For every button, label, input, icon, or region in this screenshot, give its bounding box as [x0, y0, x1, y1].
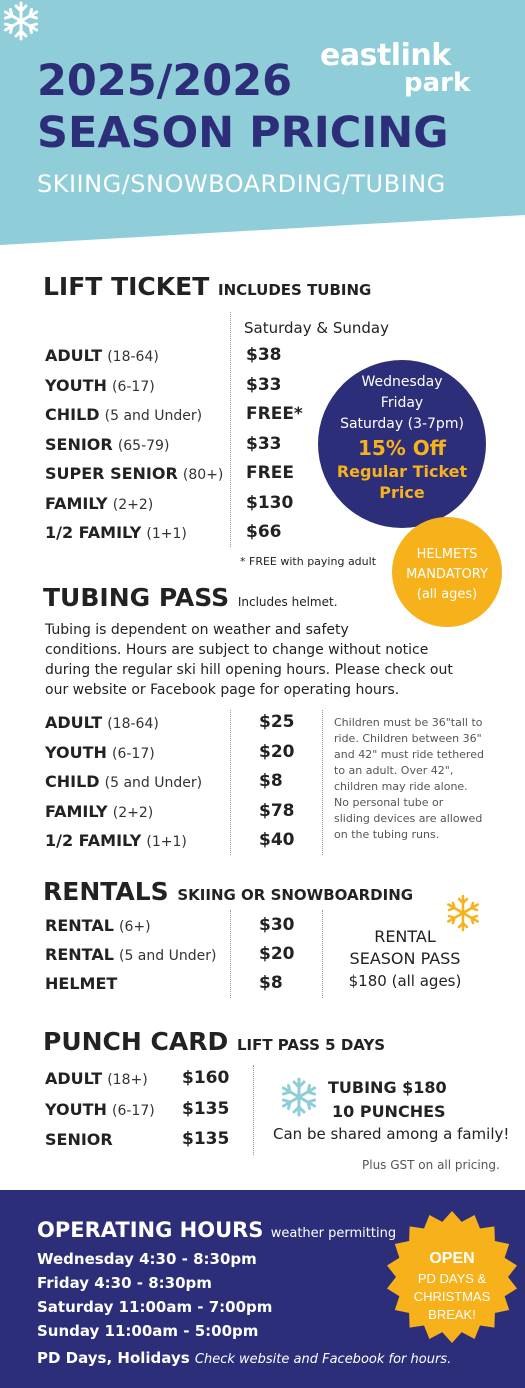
tubing-note-line: sliding devices are allowed: [334, 812, 483, 825]
tubing-paragraph-line: conditions. Hours are subject to change without notice: [45, 642, 429, 658]
lift-ticket-title: [43, 272, 371, 301]
rental-season-pass-price: $180: [348, 972, 387, 990]
tubing-row-name: FAMILY: [45, 801, 108, 821]
operating-hours-panel: [0, 1190, 525, 1388]
burst-line2: PD DAYS &: [417, 1271, 487, 1286]
rental-row-range: (6+): [118, 919, 151, 935]
rental-row-name: RENTAL: [45, 916, 114, 935]
punch-card-row-price: $160: [182, 1068, 230, 1088]
rental-row-price: $20: [259, 944, 295, 964]
tubing-punch-count: 10 PUNCHES: [332, 1102, 446, 1121]
lift-ticket-row-label: [45, 346, 159, 365]
rental-row-price: $30: [259, 915, 295, 935]
rental-season-pass-line2: SEASON PASS: [349, 949, 461, 968]
discount-offer-line3: Price: [379, 483, 425, 502]
rentals-title-suffix: SKIING OR SNOWBOARDING: [177, 886, 414, 904]
burst-line1: OPEN: [429, 1250, 475, 1267]
lift-ticket-row-label: [45, 494, 153, 513]
discount-day-2: Friday: [380, 395, 424, 411]
lift-ticket-title-suffix: INCLUDES TUBING: [218, 281, 372, 299]
lift-ticket-row-label: [45, 435, 169, 454]
pd-days-line: [37, 1349, 451, 1367]
page-title: SEASON PRICING: [37, 108, 449, 158]
tubing-note-line: No personal tube or: [334, 796, 444, 809]
lift-ticket-row-price: $38: [246, 345, 282, 365]
hours-line: Saturday 11:00am - 7:00pm: [37, 1298, 273, 1316]
burst-line3: CHRISTMAS: [413, 1289, 491, 1304]
tubing-height-note: [334, 715, 509, 843]
operating-hours-title-suffix: weather permitting: [270, 1226, 397, 1241]
snowflake-icon: [278, 1076, 320, 1118]
header: [0, 0, 525, 245]
lift-ticket-row-range: (18-64): [107, 349, 159, 365]
rental-row-label: [45, 916, 151, 935]
punch-card-title: [43, 1027, 385, 1056]
hours-line: Friday 4:30 - 8:30pm: [37, 1274, 212, 1292]
lift-ticket-title-text: LIFT TICKET: [43, 272, 210, 301]
lift-ticket-row-name: SENIOR: [45, 434, 113, 454]
divider: [253, 1065, 254, 1155]
lift-ticket-row-price: FREE*: [246, 404, 303, 424]
tubing-pass-title-text: TUBING PASS: [43, 583, 230, 612]
logo-subtext: park: [404, 68, 471, 98]
lift-ticket-row-label: [45, 405, 202, 424]
tubing-row-price: $78: [259, 800, 295, 821]
punch-card-row-name: YOUTH: [45, 1099, 107, 1119]
lift-ticket-row-range: (80+): [182, 467, 224, 483]
tubing-row-name: ADULT: [45, 713, 103, 732]
discount-day-1: Wednesday: [361, 374, 443, 390]
rental-season-pass-line1: RENTAL: [374, 927, 436, 946]
lift-ticket-row-name: SUPER SENIOR: [45, 464, 178, 483]
discount-offer: 15% Off: [357, 436, 447, 460]
tubing-row-label: [45, 831, 187, 850]
punch-card-row-range: (18+): [107, 1072, 148, 1088]
rental-row-label: [45, 974, 117, 993]
divider: [230, 312, 231, 547]
tubing-punch-note: Can be shared among a family!: [273, 1125, 510, 1143]
divider: [230, 910, 231, 998]
tubing-note-line: and 42" must ride tethered: [334, 748, 484, 761]
punch-card-title-suffix: LIFT PASS 5 DAYS: [236, 1036, 386, 1054]
tubing-note-line: on the tubing runs.: [334, 828, 440, 841]
lift-ticket-row-price: $66: [246, 522, 282, 542]
tubing-row-price: $40: [259, 830, 295, 850]
tubing-row-range: (2+2): [112, 804, 154, 821]
gst-note: Plus GST on all pricing.: [362, 1158, 500, 1172]
page-year: 2025/2026: [37, 56, 293, 106]
tubing-punch-price: TUBING $180: [328, 1078, 447, 1097]
operating-hours-title: [37, 1218, 396, 1242]
tubing-row-range: (1+1): [146, 834, 187, 850]
tubing-row-name: 1/2 FAMILY: [45, 831, 142, 850]
lift-ticket-row-range: (2+2): [112, 496, 154, 513]
tubing-row-price: $25: [259, 712, 295, 732]
hours-line: Sunday 11:00am - 5:00pm: [37, 1322, 259, 1340]
lift-ticket-row-name: ADULT: [45, 346, 103, 365]
lift-ticket-row-price: FREE: [246, 463, 294, 483]
lift-ticket-row-range: (5 and Under): [104, 408, 203, 424]
tubing-row-label: [45, 772, 202, 791]
divider: [230, 710, 231, 855]
divider: [322, 910, 323, 998]
operating-hours-title-text: OPERATING HOURS: [37, 1218, 264, 1242]
tubing-paragraph-line: Tubing is dependent on weather and safety: [45, 622, 349, 638]
tubing-row-range: (5 and Under): [104, 775, 203, 791]
rental-row-range: (5 and Under): [118, 948, 217, 964]
rental-row-name: HELMET: [45, 974, 118, 993]
punch-card-row-price: $135: [182, 1098, 230, 1119]
hours-line: Wednesday 4:30 - 8:30pm: [37, 1250, 257, 1268]
punch-card-title-text: PUNCH CARD: [43, 1027, 229, 1056]
punch-card-row-label: [45, 1130, 113, 1149]
punch-card-row-label: [45, 1100, 155, 1119]
rental-season-pass-price-line: [340, 970, 470, 992]
helmet-line2: MANDATORY: [406, 567, 488, 582]
tubing-row-range: (18-64): [107, 716, 159, 732]
lift-ticket-footnote: * FREE with paying adult: [240, 555, 377, 568]
punch-card-row-price: $135: [182, 1129, 230, 1149]
tubing-paragraph-line: our website or Facebook page for operating hours.: [45, 682, 400, 698]
snowflake-icon: [0, 0, 42, 42]
tubing-row-label: [45, 802, 153, 821]
lift-ticket-row-price: $33: [246, 374, 282, 395]
lift-ticket-row-label: [45, 376, 155, 395]
rental-season-pass: [340, 926, 470, 992]
punch-card-row-name: ADULT: [45, 1069, 103, 1088]
starburst-badge: [383, 1208, 521, 1346]
discount-day-3: Saturday (3-7pm): [340, 416, 464, 432]
rentals-title-text: RENTALS: [43, 877, 169, 906]
logo-text: eastlink: [320, 38, 451, 73]
lift-ticket-column-header: Saturday & Sunday: [244, 319, 389, 337]
tubing-note-line: to an adult. Over 42",: [334, 764, 454, 777]
lift-ticket-row-range: (6-17): [112, 378, 155, 395]
lift-ticket-row-range: (65-79): [117, 437, 170, 454]
punch-card-row-range: (6-17): [112, 1102, 155, 1119]
rental-row-name: RENTAL: [45, 945, 114, 964]
discount-badge: [318, 360, 486, 528]
burst-line4: BREAK!: [428, 1307, 476, 1322]
rental-season-pass-note: (all ages): [391, 972, 462, 990]
tubing-note-line: Children must be 36"tall to: [334, 716, 483, 729]
punch-card-row-name: SENIOR: [45, 1130, 113, 1149]
pd-days-note: Check website and Facebook for hours.: [194, 1352, 452, 1367]
tubing-row-name: CHILD: [45, 772, 100, 791]
helmet-line1: HELMETS: [416, 547, 478, 562]
lift-ticket-row-name: YOUTH: [45, 375, 107, 395]
lift-ticket-row-name: CHILD: [45, 405, 100, 424]
lift-ticket-row-name: 1/2 FAMILY: [45, 523, 142, 542]
rentals-title: [43, 877, 413, 906]
divider: [322, 710, 323, 855]
lift-ticket-row-range: (1+1): [146, 526, 187, 542]
tubing-note-line: children may ride alone.: [334, 780, 468, 793]
tubing-row-label: [45, 743, 155, 762]
lift-ticket-row-label: [45, 464, 223, 483]
lift-ticket-row-price: $130: [246, 492, 294, 513]
lift-ticket-row-name: FAMILY: [45, 493, 108, 513]
tubing-row-label: [45, 713, 159, 732]
tubing-pass-title: [43, 583, 338, 612]
discount-offer-line2: Regular Ticket: [336, 462, 468, 481]
tubing-paragraph-line: during the regular ski hill opening hours. Please check out: [45, 662, 453, 678]
pd-days-label: PD Days, Holidays: [37, 1349, 190, 1367]
tubing-row-price: $8: [259, 771, 283, 791]
tubing-note-line: ride. Children between 36": [334, 732, 482, 745]
tubing-pass-title-suffix: Includes helmet.: [237, 595, 338, 609]
tubing-row-name: YOUTH: [45, 742, 107, 762]
page-subtitle: SKIING/SNOWBOARDING/TUBING: [37, 170, 446, 198]
helmet-line3: (all ages): [416, 587, 478, 602]
rental-row-label: [45, 945, 216, 964]
rental-row-price: $8: [259, 973, 283, 993]
tubing-paragraph: [45, 620, 465, 700]
lift-ticket-row-price: $33: [246, 433, 282, 454]
lift-ticket-row-label: [45, 523, 187, 542]
punch-card-row-label: [45, 1069, 148, 1088]
tubing-row-price: $20: [259, 741, 295, 762]
helmet-badge: [392, 517, 502, 627]
tubing-row-range: (6-17): [112, 745, 155, 762]
